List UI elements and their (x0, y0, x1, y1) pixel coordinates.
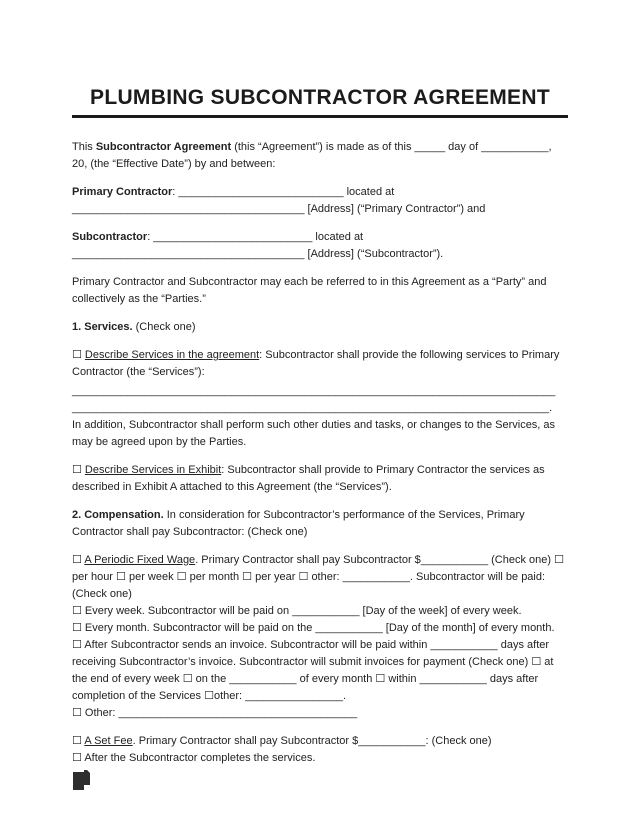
text-segment: A Set Fee (84, 735, 133, 747)
paragraph-subcontractor (72, 229, 568, 263)
document-body (72, 139, 568, 767)
checkbox-icon: ☐ (72, 707, 85, 719)
text-segment: 2. Compensation. (72, 509, 164, 521)
paragraph-set-fee-after (72, 750, 568, 767)
text-segment: Every month. Subcontractor will be paid on the ___________ [Day of the month] of every month. (84, 622, 555, 634)
paragraph-periodic-wage (72, 552, 568, 603)
text-segment: Primary Contractor and Subcontractor may each be referred to in this Agreement as a “Party” and collectively as the “Parties.” (72, 276, 547, 305)
checkbox-icon: ☐ (72, 605, 85, 617)
text-segment: In addition, Subcontractor shall perform such other duties and tasks, or changes to the Services, as may be agreed upon by the Parties. (72, 419, 556, 448)
text-segment: per month (189, 571, 243, 583)
paragraph-intro (72, 139, 568, 173)
title-section (72, 86, 568, 118)
text-segment: Every week. Subcontractor will be paid on ___________ [Day of the week] of every week. (84, 605, 522, 617)
text-segment: 1. Services. (72, 321, 133, 333)
text-segment: A Periodic Fixed Wage (84, 554, 196, 566)
checkbox-icon: ☐ (554, 554, 564, 566)
text-segment: . Primary Contractor shall pay Subcontractor $___________: (Check one) (132, 735, 492, 747)
fill-line: ______________________________________________________________________________. (72, 402, 553, 414)
checkbox-icon: ☐ (72, 639, 85, 651)
text-segment: After the Subcontractor completes the services. (84, 752, 316, 764)
text-segment: Describe Services in the agreement (84, 349, 260, 361)
text-segment: (this “Agreement”) is made as of this _____ day of ___________, 20, (the “Effective Date”) by and between: (72, 141, 552, 170)
text-segment: other: ________________. (213, 690, 347, 702)
checkbox-icon: ☐ (182, 673, 196, 685)
checkbox-icon: ☐ (72, 752, 85, 764)
text-segment: per hour (72, 571, 117, 583)
checkbox-icon: ☐ (116, 571, 129, 583)
text-segment: . Primary Contractor shall pay Subcontractor $___________ (Check one) (195, 554, 555, 566)
text-segment: : Subcontractor shall provide to Primary Contractor the services as described in Exhibit A attached to this Agreement (the “Services”). (72, 464, 545, 493)
text-segment: In consideration for Subcontractor’s performance of the Services, Primary Contractor shall pay Subcontractor: (Check one) (72, 509, 525, 538)
paragraph-parties (72, 274, 568, 308)
logo-front-page (73, 772, 84, 790)
text-segment: per week (128, 571, 177, 583)
paragraph-opt-every-week (72, 603, 568, 620)
paragraph-opt-every-month (72, 620, 568, 637)
paragraph-opt-invoice (72, 637, 568, 705)
checkbox-icon: ☐ (176, 571, 190, 583)
paragraph-primary-contractor (72, 184, 568, 218)
checkbox-icon: ☐ (204, 690, 214, 702)
paragraph-opt-other (72, 705, 568, 722)
checkbox-icon: ☐ (72, 349, 85, 361)
checkbox-icon: ☐ (72, 554, 85, 566)
text-segment: within ___________ days after completion of the Services (72, 673, 539, 702)
text-segment: After Subcontractor sends an invoice. Subcontractor will be paid within ___________ days after receiving Subcontractor’s invoice. Subcontractor will submit invoices for payment (Check one) (72, 639, 550, 668)
paragraph-services-heading (72, 319, 568, 336)
checkbox-icon: ☐ (242, 571, 256, 583)
text-segment: Subcontractor Agreement (95, 141, 232, 153)
paragraph-describe-agreement (72, 347, 568, 381)
paragraph-in-addition (72, 417, 568, 451)
text-segment: Other: _______________________________________ (84, 707, 358, 719)
text-segment: Describe Services in Exhibit (84, 464, 222, 476)
text-segment: on the ___________ of every month (195, 673, 376, 685)
text-segment: at the end of every week (72, 656, 554, 685)
text-segment: Subcontractor (72, 231, 148, 243)
checkbox-icon: ☐ (298, 571, 312, 583)
paragraph-set-fee (72, 733, 568, 750)
text-segment: : Subcontractor shall provide the following services to Primary Contractor (the “Services”): (72, 349, 560, 378)
text-segment: (Check one) (132, 321, 196, 333)
checkbox-icon: ☐ (72, 735, 85, 747)
paragraph-describe-exhibit (72, 462, 568, 496)
legal-templates-logo-icon (73, 770, 91, 790)
text-segment: per year (255, 571, 299, 583)
checkbox-icon: ☐ (375, 673, 389, 685)
text-segment: : ___________________________ located at ______________________________________ [Address] (“Primary Contractor”) and (72, 186, 486, 215)
checkbox-icon: ☐ (531, 656, 545, 668)
checkbox-icon: ☐ (72, 622, 85, 634)
text-segment: Primary Contractor (72, 186, 173, 198)
text-segment: This (72, 141, 96, 153)
text-segment: : __________________________ located at ______________________________________ [Address] (“Subcontractor”). (72, 231, 444, 260)
checkbox-icon: ☐ (72, 464, 85, 476)
text-segment: other: ___________. Subcontractor will be paid: (Check one) (72, 571, 546, 600)
page-title: PLUMBING SUBCONTRACTOR AGREEMENT (90, 86, 550, 109)
paragraph-compensation-heading (72, 507, 568, 541)
fill-line: _______________________________________________________________________________ (72, 385, 556, 397)
paragraph-fill-lines (72, 383, 568, 417)
